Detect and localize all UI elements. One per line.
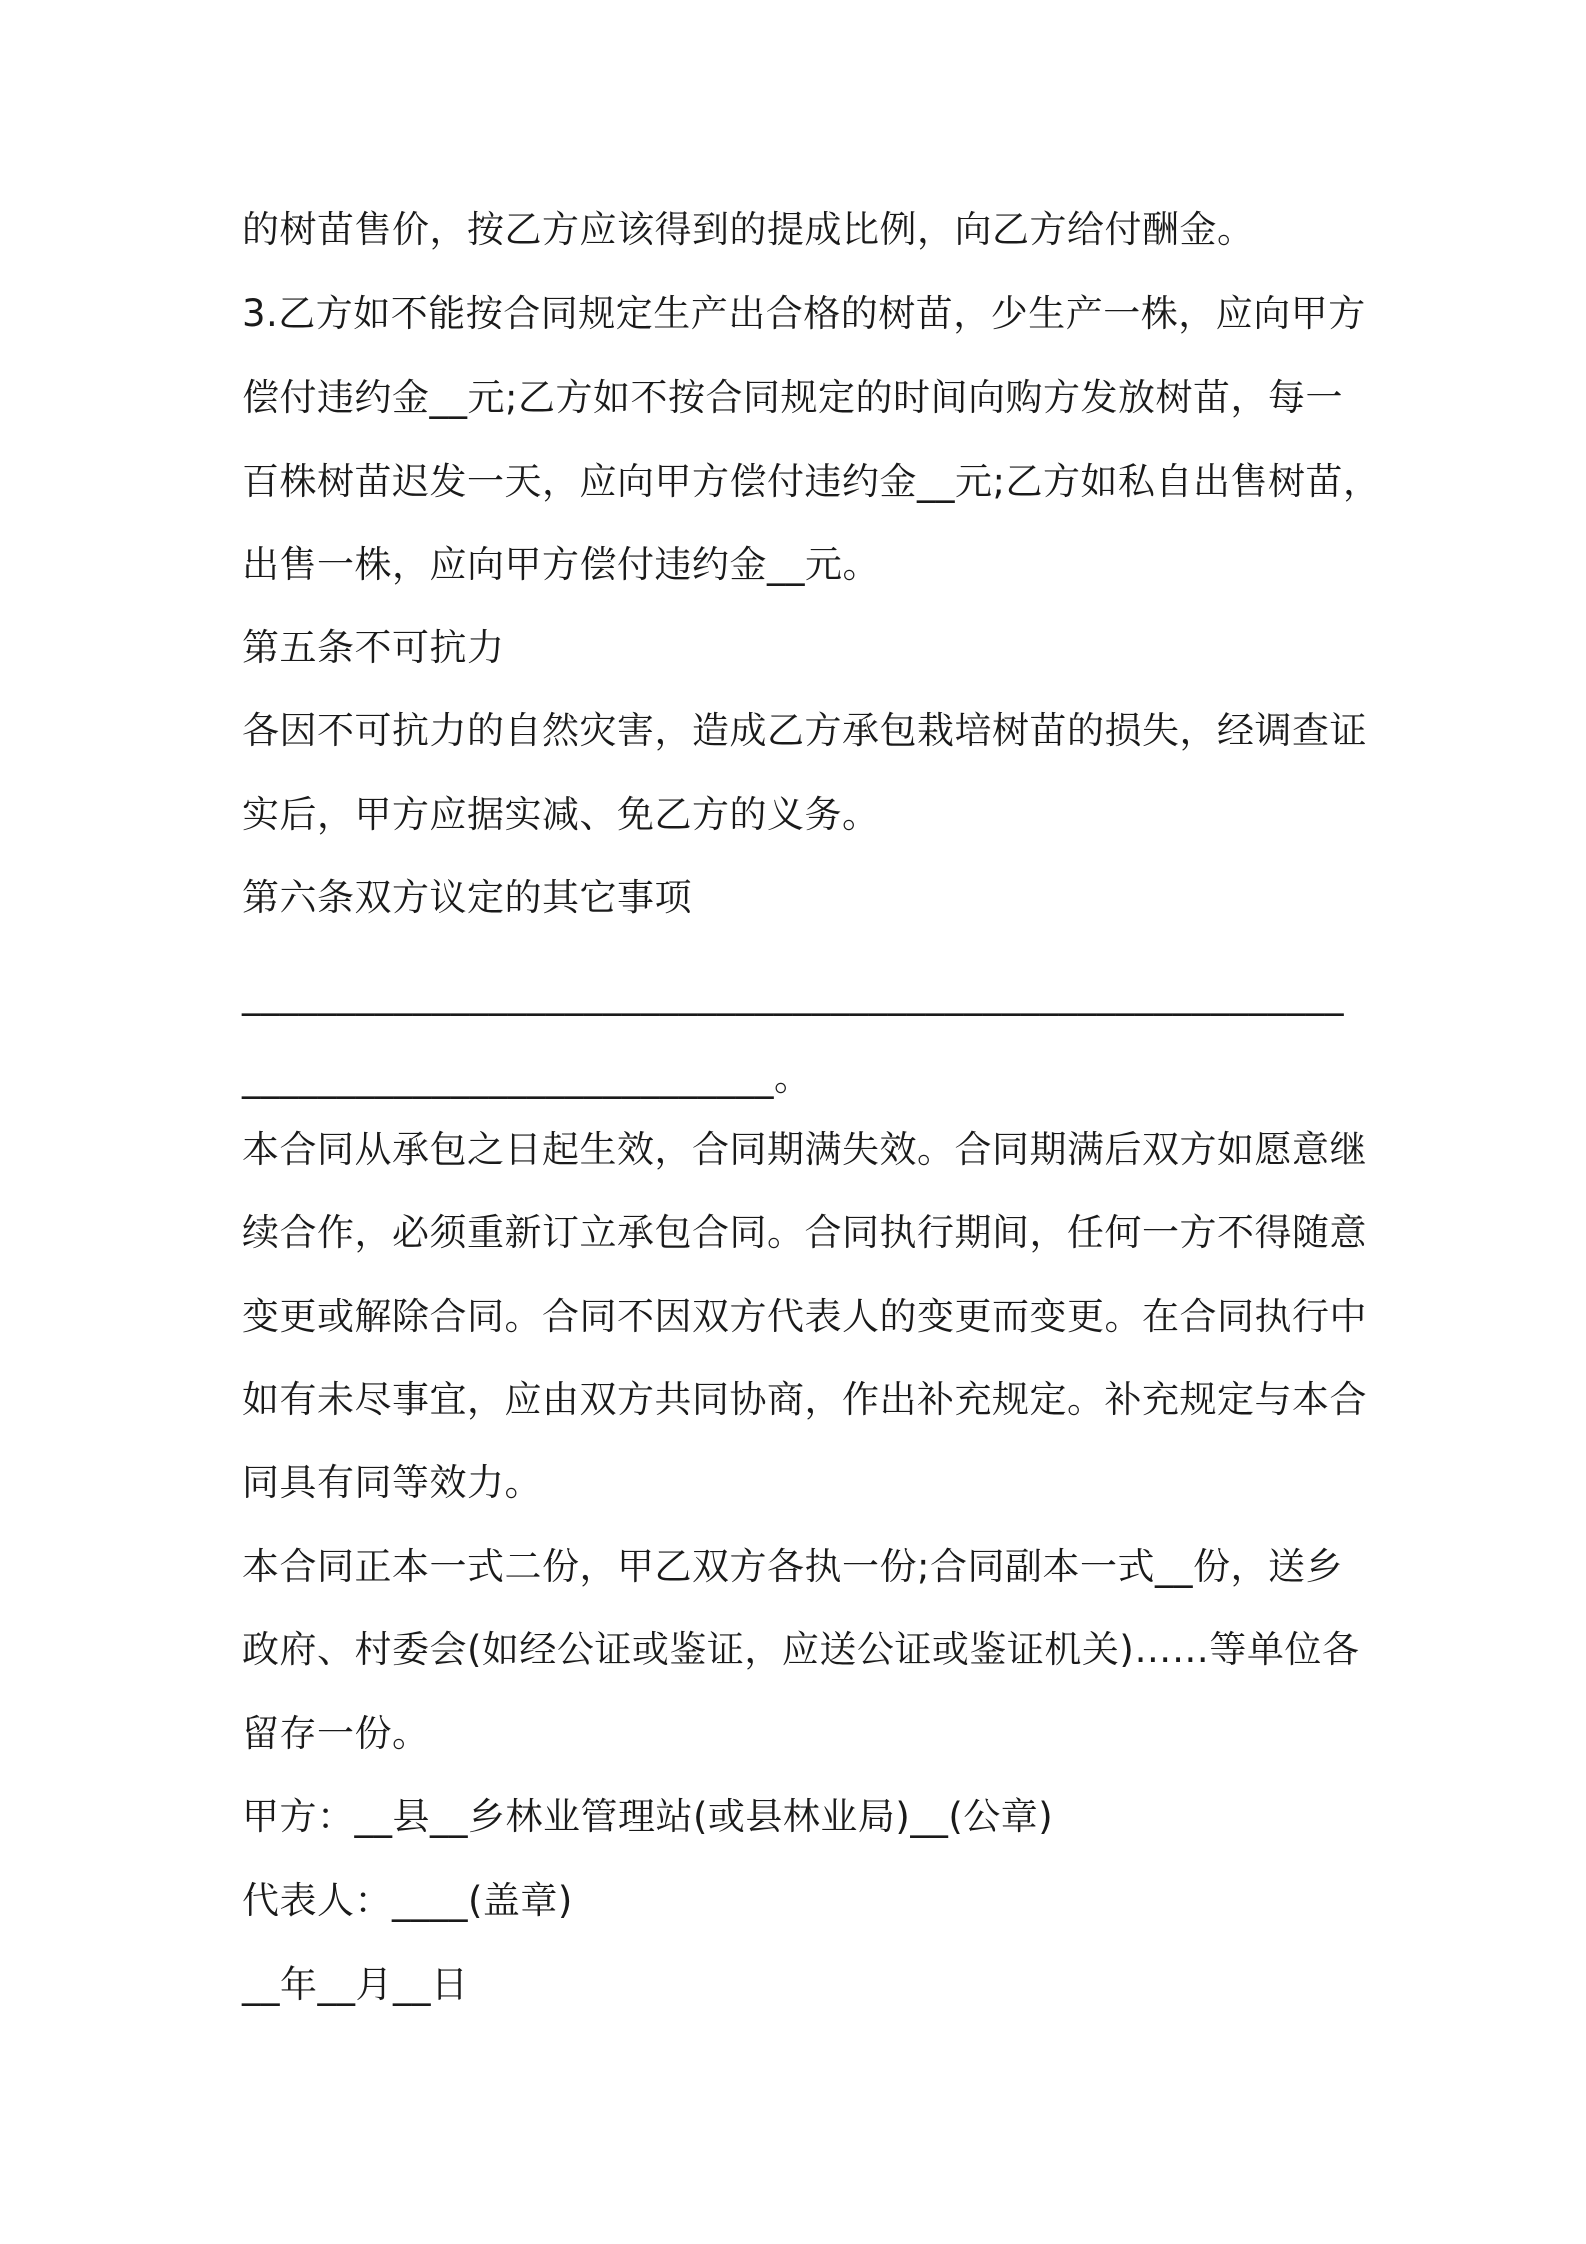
paragraph-line: 本合同从承包之日起生效，合同期满失效。合同期满后双方如愿意继 [242,1128,1367,1171]
paragraph-line: 的树苗售价，按乙方应该得到的提成比例，向乙方给付酬金。 [242,208,1255,251]
paragraph-line: 续合作，必须重新订立承包合同。合同执行期间，任何一方不得随意 [242,1211,1367,1254]
section-heading: 第六条双方议定的其它事项 [242,876,692,919]
representative-signature-line: 代表人：____(盖章) [242,1879,573,1922]
paragraph-line: 如有未尽事宜，应由双方共同协商，作出补充规定。补充规定与本合 [242,1378,1367,1421]
blank-fill-line: ____________________________。 [242,1056,812,1099]
paragraph-line: 3.乙方如不能按合同规定生产出合格的树苗，少生产一株，应向甲方 [242,292,1366,335]
paragraph-line: 变更或解除合同。合同不因双方代表人的变更而变更。在合同执行中 [242,1295,1367,1338]
paragraph-line: 政府、村委会(如经公证或鉴证，应送公证或鉴证机关)……等单位各 [242,1628,1360,1671]
section-heading: 第五条不可抗力 [242,626,505,669]
paragraph-line: 本合同正本一式二份，甲乙双方各执一份;合同副本一式__份，送乡 [242,1545,1343,1588]
paragraph-line: 百株树苗迟发一天，应向甲方偿付违约金__元;乙方如私自出售树苗， [242,460,1381,503]
date-line: __年__月__日 [242,1963,469,2006]
paragraph-line: 各因不可抗力的自然灾害，造成乙方承包栽培树苗的损失，经调查证 [242,709,1367,752]
party-a-signature-line: 甲方：__县__乡林业管理站(或县林业局)__(公章) [242,1795,1054,1838]
paragraph-line: 留存一份。 [242,1712,430,1755]
paragraph-line: 同具有同等效力。 [242,1461,542,1504]
paragraph-line: 出售一株，应向甲方偿付违约金__元。 [242,543,880,586]
blank-fill-line: __________________________________________________________ [242,973,1344,1016]
paragraph-line: 实后，甲方应据实减、免乙方的义务。 [242,793,880,836]
paragraph-line: 偿付违约金__元;乙方如不按合同规定的时间向购方发放树苗，每一 [242,376,1343,419]
